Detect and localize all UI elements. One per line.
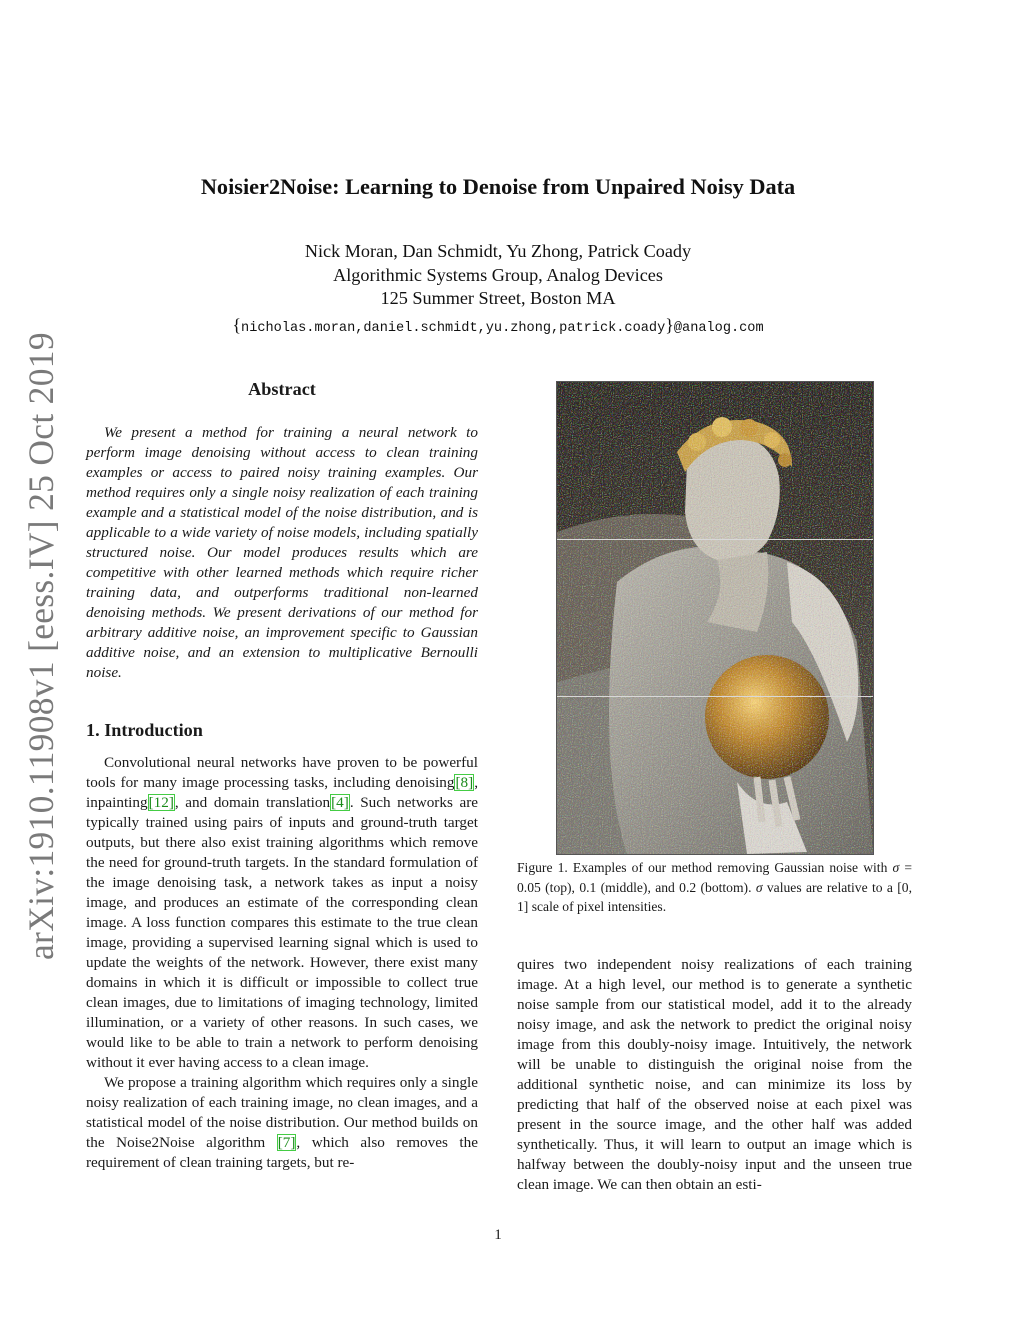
author-affiliation: Algorithmic Systems Group, Analog Devices	[333, 264, 663, 285]
author-names: Nick Moran, Dan Schmidt, Yu Zhong, Patrick Coady	[304, 241, 692, 261]
introduction-heading: 1. Introduction	[86, 720, 203, 740]
caption-part: scale of pixel intensities.	[528, 899, 667, 914]
right-column-body	[517, 955, 912, 1195]
figure-1-statue-image	[556, 381, 874, 855]
intensity-range: [0, 1]	[517, 879, 913, 914]
email-close-brace: }	[665, 314, 674, 335]
arxiv-identifier-stamp: arXiv:1910.11908v1 [eess.IV] 25 Oct 2019	[21, 332, 61, 960]
citation-link-4[interactable]: [4]	[331, 794, 349, 811]
email-users: nicholas.moran,daniel.schmidt,yu.zhong,patrick.coady	[241, 320, 666, 336]
sigma-value-bottom: 0.2	[679, 879, 697, 895]
intro-text: , which also removes the requirement of clean training targets, but re-	[86, 1134, 478, 1171]
statue-illustration	[557, 382, 873, 854]
abstract-text: We present a method for training a neural network to perform image denoising without access to clean training examples or access to paired noisy training examples. Our method requires only a single noisy realization of each training example and a statistical model of the noise distribution, and is applicable to a wide variety of noise models, including spatially structured noise. Our model produces results which are competitive with other learned methods which require richer training data, and outperforms traditional non-learned denoising methods. We present derivations of our method for arbitrary additive noise, an improvement specific to Gaussian additive noise, and an extension to multiplicative Bernoulli noise.	[86, 424, 478, 681]
sigma-value-middle: 0.1	[579, 879, 597, 895]
citation-link-8[interactable]: [8]	[455, 774, 474, 791]
sigma-value-top: 0.05	[517, 879, 541, 895]
right-column-paragraph: quires two independent noisy realizations of each training image. At a high level, our method is to generate a synthetic noise sample from our statistical model, add it to the already noisy image, and ask the network to predict the original noisy image from this doubly-noisy image. Intuitively, the network will be unable to distinguish the original noise from the additional synthetic noise, and can minimize its loss by predicting that half of the observed noise at each pixel was present in the source image, and the other half was added synthetically. Thus, it will learn to output an image which is halfway between the doubly-noisy input and the unseen true clean image. We can then obtain an esti-	[517, 956, 912, 1193]
intro-paragraph-1	[86, 753, 478, 1073]
intro-text: Convolutional neural networks have proven to be powerful tools for many image processing tasks, including denoising	[86, 754, 478, 791]
caption-part: =	[899, 860, 912, 875]
abstract-heading: Abstract	[248, 379, 316, 399]
figure-divider-bottom	[557, 696, 873, 697]
intro-text: , inpainting	[86, 774, 478, 811]
figure-1-caption	[517, 858, 912, 917]
caption-part: (bottom).	[696, 879, 756, 895]
author-block	[0, 240, 996, 340]
email-domain: @analog.com	[673, 320, 764, 336]
citation-link-12[interactable]: [12]	[148, 794, 174, 811]
caption-part: (middle), and	[596, 879, 680, 895]
author-address: 125 Summer Street, Boston MA	[380, 288, 616, 308]
intro-text: We propose a training algorithm which requires only a single noisy realization of each training image, no clean images, and a statistical model of the noise distribution. Our method builds on the Noise2Noise algorithm	[86, 1074, 478, 1151]
caption-text	[517, 858, 912, 917]
introduction-body	[86, 753, 478, 1173]
email-open-brace: {	[232, 314, 242, 335]
sigma-symbol: σ	[755, 879, 763, 895]
sigma-symbol: σ	[892, 860, 900, 875]
paper-title: Noisier2Noise: Learning to Denoise from Unpaired Noisy Data	[200, 174, 796, 199]
intro-paragraph-2	[86, 1073, 478, 1173]
caption-part: values are relative to a	[762, 879, 898, 895]
figure-divider-top	[557, 539, 873, 540]
golden-sphere	[705, 655, 829, 779]
author-emails	[232, 314, 763, 341]
abstract-body	[86, 423, 478, 683]
caption-part: Figure 1. Examples of our method removing Gaussian noise with	[517, 860, 893, 875]
intro-text: , and domain translation	[174, 794, 331, 811]
citation-link-7[interactable]: [7]	[277, 1134, 296, 1151]
intro-text: . Such networks are typically trained using pairs of inputs and ground-truth target outputs, but there also exist training algorithms which remove the need for ground-truth targets. In the standard formulation of the image denoising task, a network takes as input a noisy image, and produces an estimate of the corresponding clean image. A loss function compares this estimate to the true clean image, providing a supervised learning signal which is used to update the weights of the network. However, there exist many domains in which it is difficult or impossible to collect true clean images, due to limitations of imaging technology, limited illumination, or a variety of other reasons. In such cases, we would like to be able to train a network to perform denoising without it ever having access to a clean image.	[86, 794, 478, 1071]
caption-part: (top),	[540, 879, 580, 895]
page-number: 1	[494, 1226, 502, 1243]
